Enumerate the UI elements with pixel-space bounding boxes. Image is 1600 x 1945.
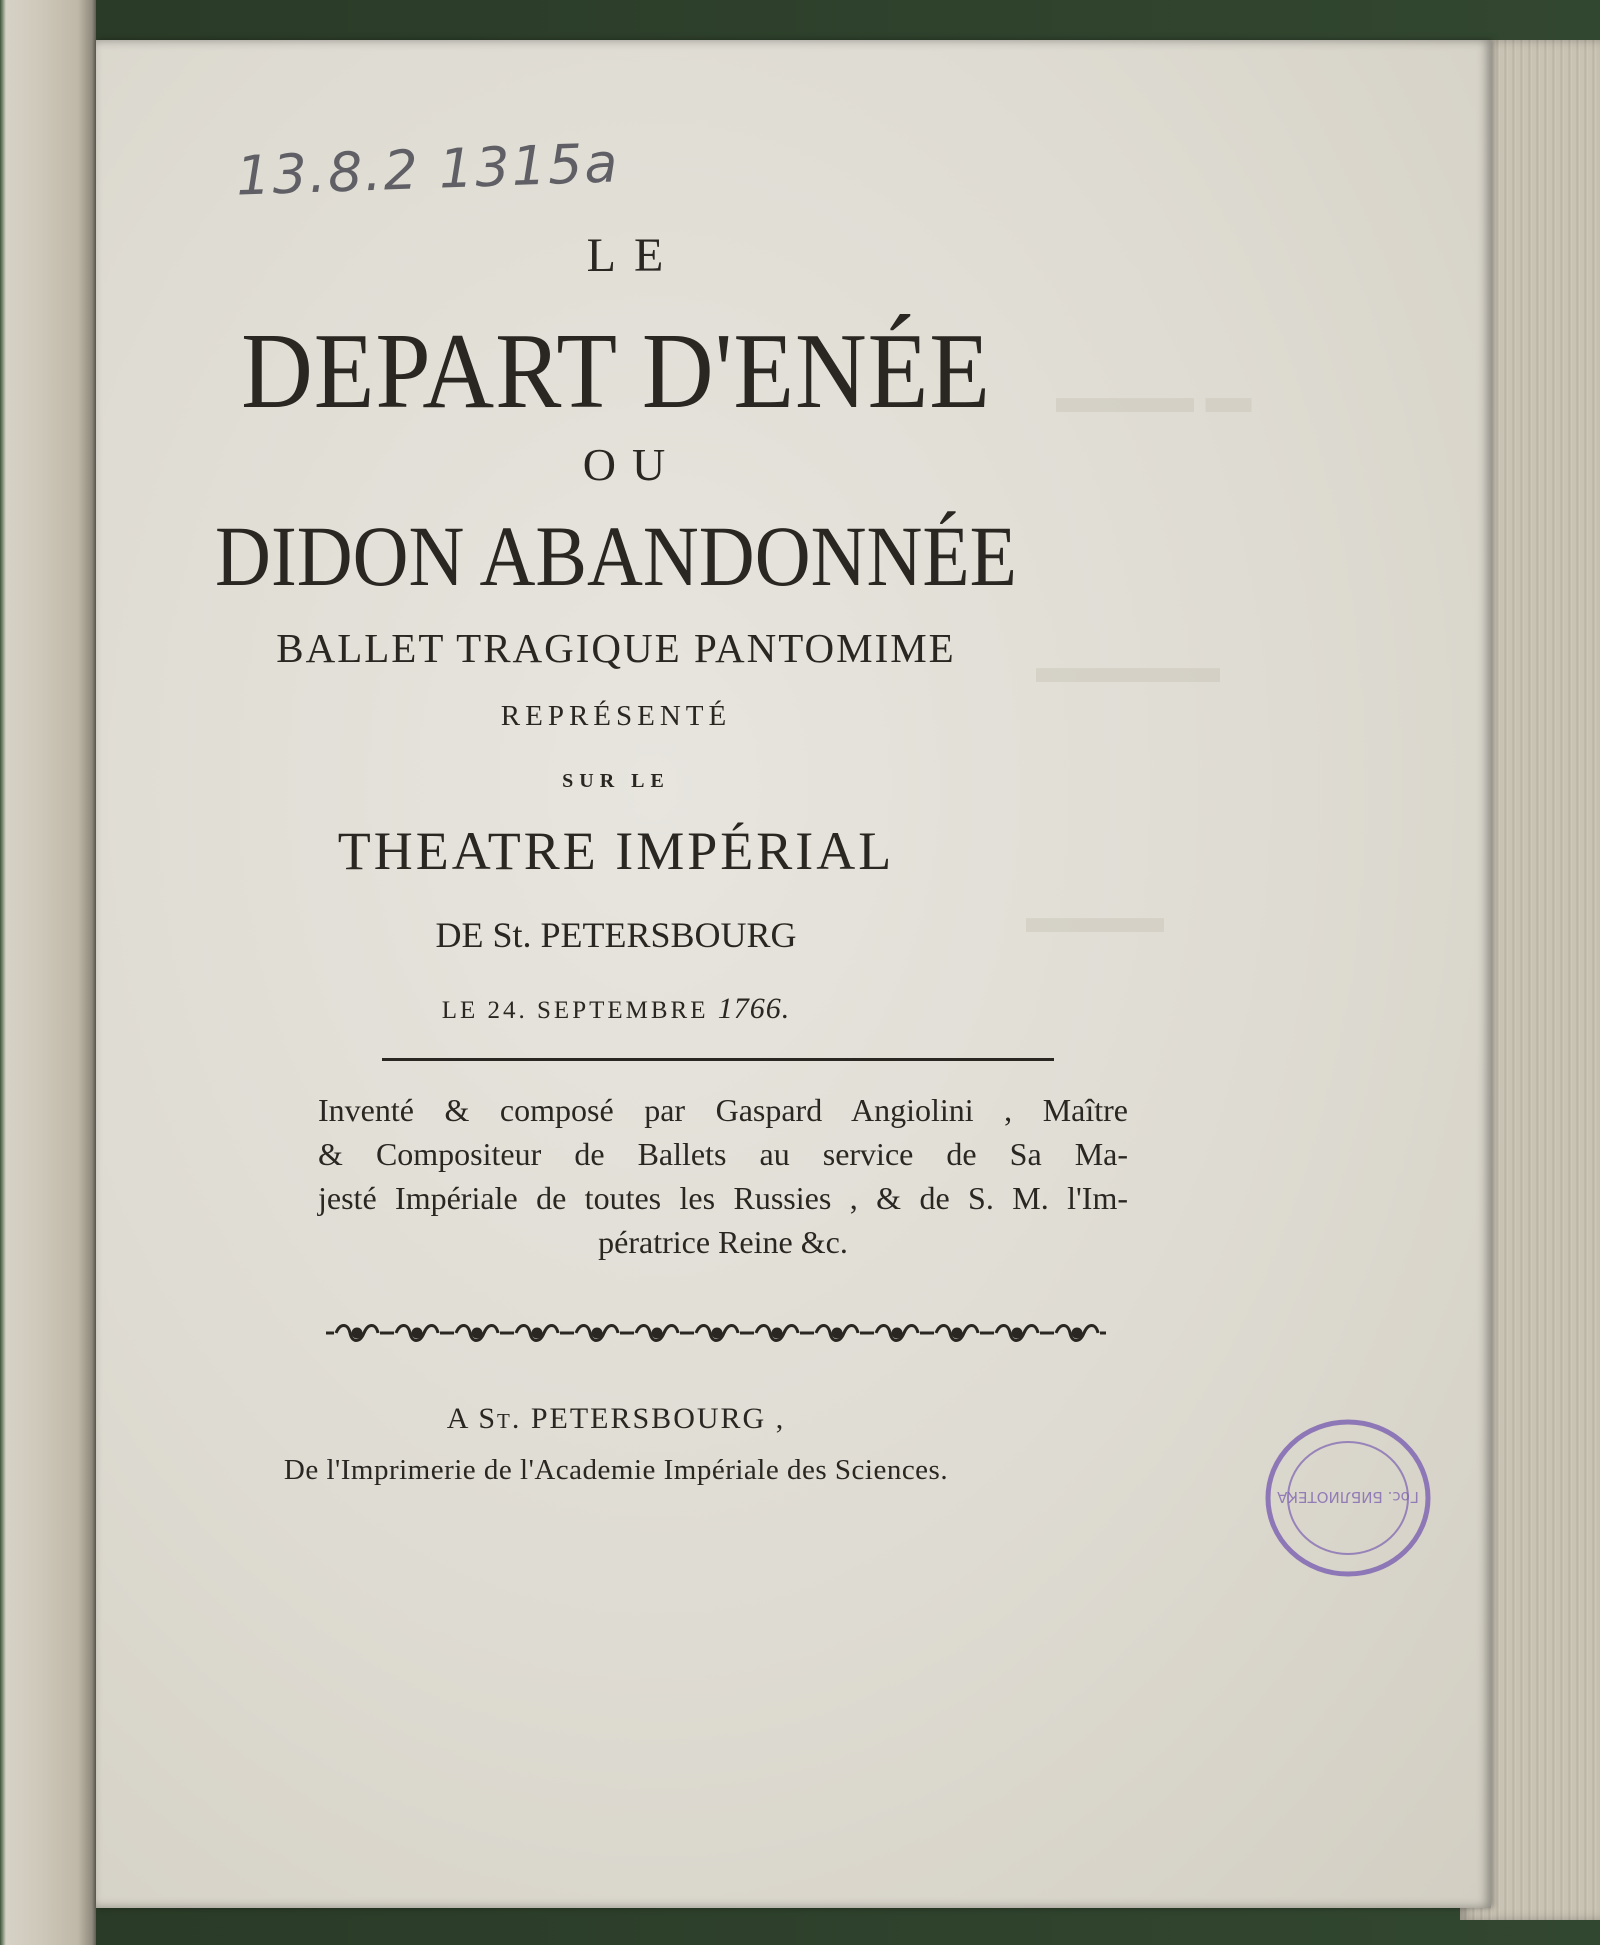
title-page	[96, 40, 1491, 1908]
alternate-title: DIDON ABANDONNÉE	[215, 508, 1017, 604]
ornament-motif	[386, 1326, 446, 1341]
title-article: LE	[586, 229, 682, 282]
title-conjunction: OU	[582, 439, 682, 490]
ornament-motif	[506, 1326, 566, 1341]
ornament-motif	[566, 1326, 626, 1341]
page-title: DEPART D'ENÉE	[241, 312, 991, 431]
ornament-motif	[686, 1326, 746, 1341]
genre-line: BALLET TRAGIQUE PANTOMIME	[276, 625, 956, 671]
imprint-city-line	[96, 1402, 1136, 1436]
library-stamp	[1253, 1408, 1443, 1588]
ornament-motif	[746, 1326, 806, 1341]
ornament-motif	[326, 1326, 386, 1341]
show-through-mark: ▬▬▬	[1026, 891, 1164, 942]
city-line: DE St. PETERSBOURG	[435, 915, 797, 955]
date-prefix: LE 24. SEPTEMBRE	[441, 997, 709, 1024]
imprint-city: St. PETERSBOURG ,	[478, 1402, 786, 1435]
credit-line: Inventé & composé par Gaspard Angiolini , Maître	[318, 1092, 1128, 1128]
horizontal-rule	[382, 1058, 1054, 1061]
date-line	[96, 992, 1136, 1026]
shelfmark-pencil: 13.8.2 1315a	[235, 131, 621, 208]
venue-line: THEATRE IMPÉRIAL	[337, 821, 895, 881]
printers-ornament	[316, 1316, 1136, 1350]
credit-paragraph	[318, 1088, 1128, 1264]
binding-left-board	[0, 0, 96, 1945]
credit-line: & Compositeur de Ballets au service de Sa Ma-	[318, 1136, 1128, 1172]
show-through-mark: ▬▬▬▬	[1036, 641, 1220, 692]
ornament-motif	[446, 1326, 506, 1341]
date-year: 1766.	[717, 992, 791, 1025]
ornament-motif	[806, 1326, 866, 1341]
stamp-text: Гос. БИБЛИОТЕКА	[1277, 1488, 1419, 1506]
credit-line: pératrice Reine &c.	[598, 1224, 848, 1260]
ornament-motif	[926, 1326, 986, 1341]
imprint-press-line: De l'Imprimerie de l'Academie Impériale des Sciences.	[283, 1454, 949, 1486]
ornament-motif	[866, 1326, 926, 1341]
ornament-motif	[986, 1326, 1046, 1341]
ornament-motif	[1046, 1326, 1106, 1341]
on-the-line: SUR LE	[562, 770, 670, 792]
credit-line: jesté Impériale de toutes les Russies , & de S. M. l'Im-	[318, 1180, 1128, 1216]
show-through-mark: ▬ ▬▬▬	[1056, 371, 1252, 422]
ornament-motif	[626, 1326, 686, 1341]
imprint-city-prefix: A	[446, 1402, 469, 1435]
represented-line: REPRÉSENTÉ	[500, 700, 732, 732]
